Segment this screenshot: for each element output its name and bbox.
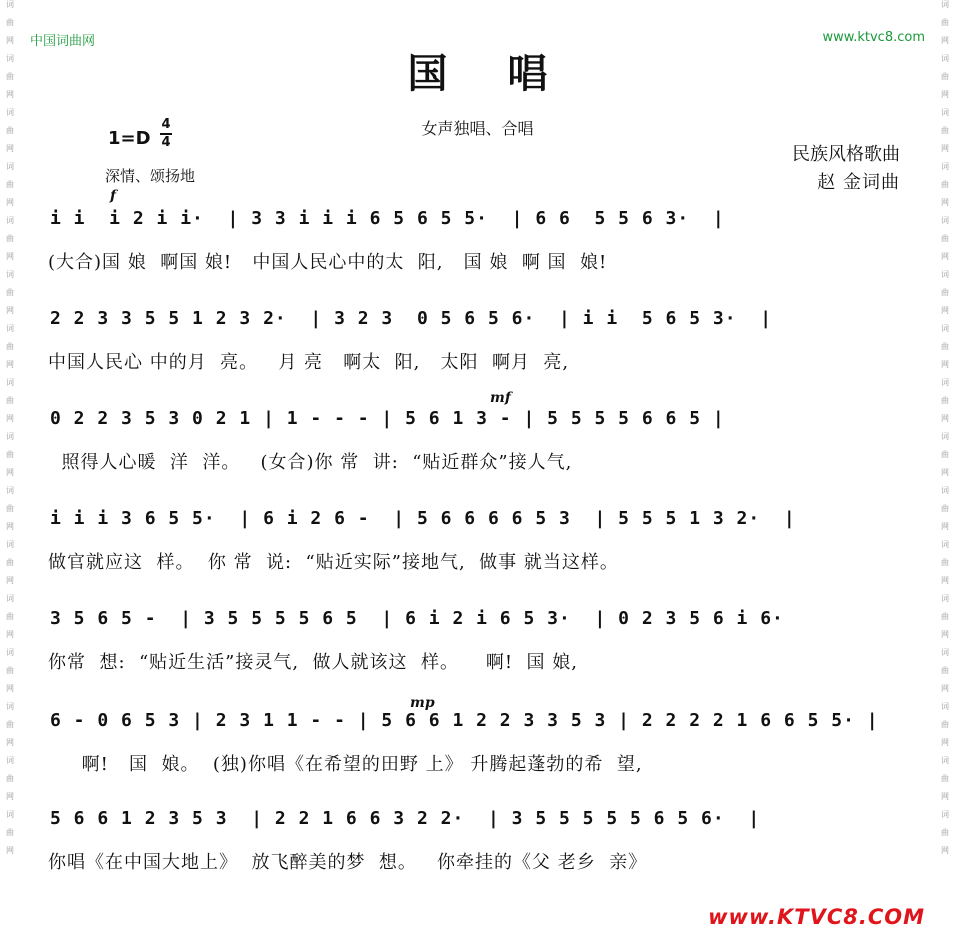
side-mark: 网	[941, 522, 949, 531]
side-mark: 词	[6, 324, 14, 333]
side-mark: 曲	[6, 504, 14, 513]
side-mark: 曲	[941, 72, 949, 81]
side-mark: 曲	[941, 396, 949, 405]
side-mark: 网	[941, 144, 949, 153]
side-mark: 网	[6, 846, 14, 855]
dynamic-mezzo-forte: mf	[490, 390, 511, 406]
side-mark: 曲	[941, 288, 949, 297]
side-mark: 词	[941, 324, 949, 333]
watermark-url: www.KTVC8.COM	[708, 905, 925, 929]
side-mark: 网	[941, 846, 949, 855]
side-mark: 词	[941, 648, 949, 657]
side-mark: 词	[941, 216, 949, 225]
side-mark: 词	[6, 486, 14, 495]
side-mark: 词	[941, 432, 949, 441]
side-mark: 曲	[6, 234, 14, 243]
side-mark: 词	[941, 810, 949, 819]
side-mark: 网	[6, 144, 14, 153]
side-mark: 词	[6, 540, 14, 549]
side-mark: 曲	[941, 612, 949, 621]
side-mark: 词	[941, 270, 949, 279]
side-mark: 词	[941, 540, 949, 549]
side-mark: 曲	[941, 450, 949, 459]
side-mark: 词	[941, 594, 949, 603]
side-mark: 网	[941, 360, 949, 369]
side-mark: 曲	[941, 504, 949, 513]
side-mark: 曲	[6, 180, 14, 189]
side-mark: 曲	[6, 720, 14, 729]
side-mark: 网	[6, 198, 14, 207]
time-signature-top: 4	[161, 117, 171, 132]
side-mark: 曲	[941, 774, 949, 783]
side-mark: 曲	[6, 396, 14, 405]
lyrics-line: (大合)国 娘 啊国 娘! 中国人民心中的太 阳, 国 娘 啊 国 娘!	[48, 252, 608, 273]
side-mark: 曲	[941, 720, 949, 729]
lyrics-line: 做官就应这 样。 你 常 说: “贴近实际”接地气, 做事 就当这样。	[48, 552, 619, 573]
side-mark: 网	[6, 252, 14, 261]
side-mark: 词	[6, 594, 14, 603]
side-mark: 词	[6, 648, 14, 657]
lyrics-line: 照得人心暖 洋 洋。 (女合)你 常 讲: “贴近群众”接人气,	[48, 452, 573, 473]
side-mark: 曲	[941, 666, 949, 675]
side-mark: 曲	[6, 558, 14, 567]
side-mark: 词	[6, 0, 14, 9]
side-mark: 曲	[6, 666, 14, 675]
side-mark: 词	[6, 702, 14, 711]
side-watermark-right	[937, 0, 953, 951]
side-mark: 网	[6, 360, 14, 369]
lyrics-line: 你常 想: “贴近生活”接灵气, 做人就该这 样。 啊! 国 娘,	[48, 652, 578, 673]
side-mark: 曲	[941, 558, 949, 567]
side-mark: 网	[941, 198, 949, 207]
site-name-left[interactable]: 中国词曲网	[30, 34, 96, 49]
side-mark: 网	[941, 792, 949, 801]
side-mark: 词	[6, 378, 14, 387]
side-mark: 词	[941, 162, 949, 171]
side-mark: 曲	[941, 828, 949, 837]
side-mark: 词	[941, 756, 949, 765]
side-mark: 网	[941, 468, 949, 477]
side-mark: 曲	[941, 234, 949, 243]
side-mark: 词	[6, 270, 14, 279]
side-mark: 词	[6, 810, 14, 819]
performance-type: 女声独唱、合唱	[421, 119, 534, 138]
dynamic-mezzo-piano: mp	[410, 695, 435, 711]
notation-line: 2 2 3 3 5 5 1 2 3 2· | 3 2 3 0 5 6 5 6· | i i 5 6 5 3· |	[50, 308, 773, 329]
side-mark: 网	[6, 576, 14, 585]
notation-line: 6 - 0 6 5 3 | 2 3 1 1 - - | 5 6 6 1 2 2 3 3 5 3 | 2 2 2 2 1 6 6 5 5· |	[50, 710, 879, 731]
side-mark: 网	[6, 414, 14, 423]
side-mark: 词	[6, 108, 14, 117]
notation-line: i i i 3 6 5 5· | 6 i 2 6 - | 5 6 6 6 6 5 3 | 5 5 5 1 3 2· |	[50, 508, 796, 529]
side-mark: 网	[941, 738, 949, 747]
side-mark: 网	[6, 738, 14, 747]
notation-line: i i i 2 i i· | 3 3 i i i 6 5 6 5 5· | 6 6 5 5 6 3· |	[50, 208, 725, 229]
side-mark: 词	[941, 108, 949, 117]
side-mark: 网	[941, 684, 949, 693]
song-authors: 赵 金词曲	[817, 172, 900, 193]
side-mark: 曲	[6, 126, 14, 135]
side-mark: 词	[6, 216, 14, 225]
side-mark: 网	[6, 792, 14, 801]
side-mark: 网	[6, 90, 14, 99]
side-mark: 曲	[941, 126, 949, 135]
side-mark: 网	[941, 306, 949, 315]
side-mark: 曲	[941, 18, 949, 27]
side-mark: 词	[6, 54, 14, 63]
lyrics-line: 啊! 国 娘。 (独)你唱《在希望的田野 上》 升腾起蓬勃的希 望,	[48, 754, 643, 775]
lyrics-line: 中国人民心 中的月 亮。 月 亮 啊太 阳, 太阳 啊月 亮,	[48, 352, 570, 373]
side-mark: 曲	[6, 612, 14, 621]
expression-marking: 深情、颂扬地	[105, 167, 196, 185]
side-mark: 网	[6, 630, 14, 639]
side-mark: 词	[6, 432, 14, 441]
side-mark: 曲	[6, 774, 14, 783]
side-mark: 曲	[6, 288, 14, 297]
side-mark: 网	[6, 36, 14, 45]
side-mark: 网	[6, 468, 14, 477]
side-mark: 曲	[6, 18, 14, 27]
song-genre: 民族风格歌曲	[792, 144, 900, 165]
side-mark: 词	[941, 0, 949, 9]
side-mark: 网	[941, 252, 949, 261]
side-mark: 网	[6, 684, 14, 693]
side-mark: 曲	[941, 180, 949, 189]
side-mark: 曲	[6, 450, 14, 459]
side-mark: 词	[941, 702, 949, 711]
lyrics-line: 你唱《在中国大地上》 放飞醉美的梦 想。 你牵挂的《父 老乡 亲》	[48, 852, 648, 873]
side-mark: 词	[941, 486, 949, 495]
side-mark: 网	[941, 630, 949, 639]
dynamic-forte: f	[110, 188, 117, 204]
key-signature: 1=D	[108, 128, 151, 149]
side-mark: 曲	[6, 72, 14, 81]
side-mark: 词	[6, 756, 14, 765]
side-mark: 网	[941, 90, 949, 99]
side-mark: 网	[941, 414, 949, 423]
side-mark: 词	[6, 162, 14, 171]
time-signature-bottom: 4	[161, 135, 171, 150]
side-mark: 曲	[6, 342, 14, 351]
song-title: 国唱	[407, 50, 608, 97]
side-mark: 词	[941, 378, 949, 387]
side-watermark-left	[2, 0, 18, 951]
notation-line: 5 6 6 1 2 3 5 3 | 2 2 1 6 6 3 2 2· | 3 5 5 5 5 5 6 5 6· |	[50, 808, 761, 829]
site-url-right[interactable]: www.ktvc8.com	[822, 30, 925, 45]
side-mark: 网	[941, 36, 949, 45]
side-mark: 网	[6, 522, 14, 531]
notation-line: 0 2 2 3 5 3 0 2 1 | 1 - - - | 5 6 1 3 - | 5 5 5 5 6 6 5 |	[50, 408, 725, 429]
side-mark: 曲	[941, 342, 949, 351]
side-mark: 曲	[6, 828, 14, 837]
side-mark: 网	[6, 306, 14, 315]
side-mark: 词	[941, 54, 949, 63]
notation-line: 3 5 6 5 - | 3 5 5 5 5 6 5 | 6 i 2 i 6 5 3· | 0 2 3 5 6 i 6·	[50, 608, 784, 629]
side-mark: 网	[941, 576, 949, 585]
